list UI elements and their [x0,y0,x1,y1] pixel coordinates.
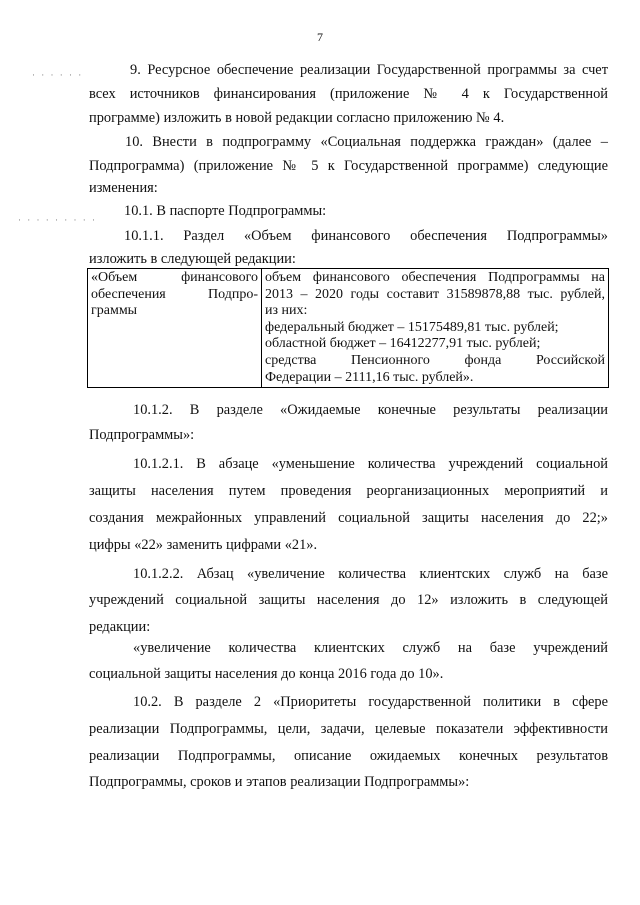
text-line: Подпрограммы»: [89,427,195,443]
margin-mark: · · · · · · · · · [18,215,97,225]
cell-line: средства Пенсионного фонда Российской [265,352,605,368]
text-line: 10.1.2.2. Абзац «увеличение количества клиентских служб на базе [133,566,608,582]
text-line: изложить в следующей редакции: [89,251,296,267]
text-line: социальной защиты населения до конца 2016 года до 10». [89,666,444,682]
text-line: 10. Внести в подпрограмму «Социальная поддержка граждан» (далее – [125,134,608,150]
text-line: 9. Ресурсное обеспечение реализации Государственной программы за счет [130,62,608,78]
text-line: учреждений социальной защиты населения до 12» изложить в следующей [89,592,608,608]
cell-line: из них: [265,303,308,319]
text-line: 10.1.2.1. В абзаце «уменьшение количества учреждений социальной [133,456,608,472]
cell-line: «Объем финансового [91,270,258,285]
text-line: редакции: [89,619,151,635]
page-number: 7 [317,30,323,44]
cell-line: федеральный бюджет – 15175489,81 тыс. рублей; [265,319,559,335]
table-cell-title [88,269,262,388]
text-line: изменения: [89,180,158,196]
table-cell-value [262,269,609,388]
text-line: 10.1. В паспорте Подпрограммы: [124,203,327,219]
cell-line: обеспечения Подпро- [91,286,258,302]
text-line: Подпрограмма) (приложение № 5 к Государственной программе) следующие [89,158,608,174]
text-line: 10.1.1. Раздел «Объем финансового обеспечения Подпрограммы» [124,228,608,244]
cell-line: Федерации – 2111,16 тыс. рублей». [265,369,474,385]
text-line: «увеличение количества клиентских служб на базе учреждений [133,640,608,656]
text-line: цифры «22» заменить цифрами «21». [89,537,318,553]
financing-table [87,268,609,388]
text-line: программе) изложить в новой редакции согласно приложению № 4. [89,110,505,126]
text-line: Подпрограммы, сроков и этапов реализации Подпрограммы»: [89,774,470,790]
cell-line: граммы [91,303,138,319]
cell-line: 2013 – 2020 годы составит 31589878,88 тыс. рублей, [265,286,605,302]
text-line: 10.1.2. В разделе «Ожидаемые конечные результаты реализации [133,402,608,418]
margin-mark: · · · · · · [32,70,84,80]
text-line: всех источников финансирования (приложение № 4 к Государственной [89,86,608,102]
cell-line: областной бюджет – 16412277,91 тыс. рублей; [265,336,541,352]
text-line: 10.2. В разделе 2 «Приоритеты государственной политики в сфере [133,694,608,710]
text-line: реализации Подпрограммы, описание ожидаемых конечных результатов [89,748,608,764]
table-row [88,269,609,388]
cell-line: объем финансового обеспечения Подпрограммы на [265,270,605,285]
text-line: создания межрайонных управлений социальной защиты населения до 22;» [89,510,608,526]
text-line: реализации Подпрограммы, цели, задачи, целевые показатели эффективности [89,721,608,737]
text-line: защиты населения путем проведения реорганизационных мероприятий и [89,483,608,499]
